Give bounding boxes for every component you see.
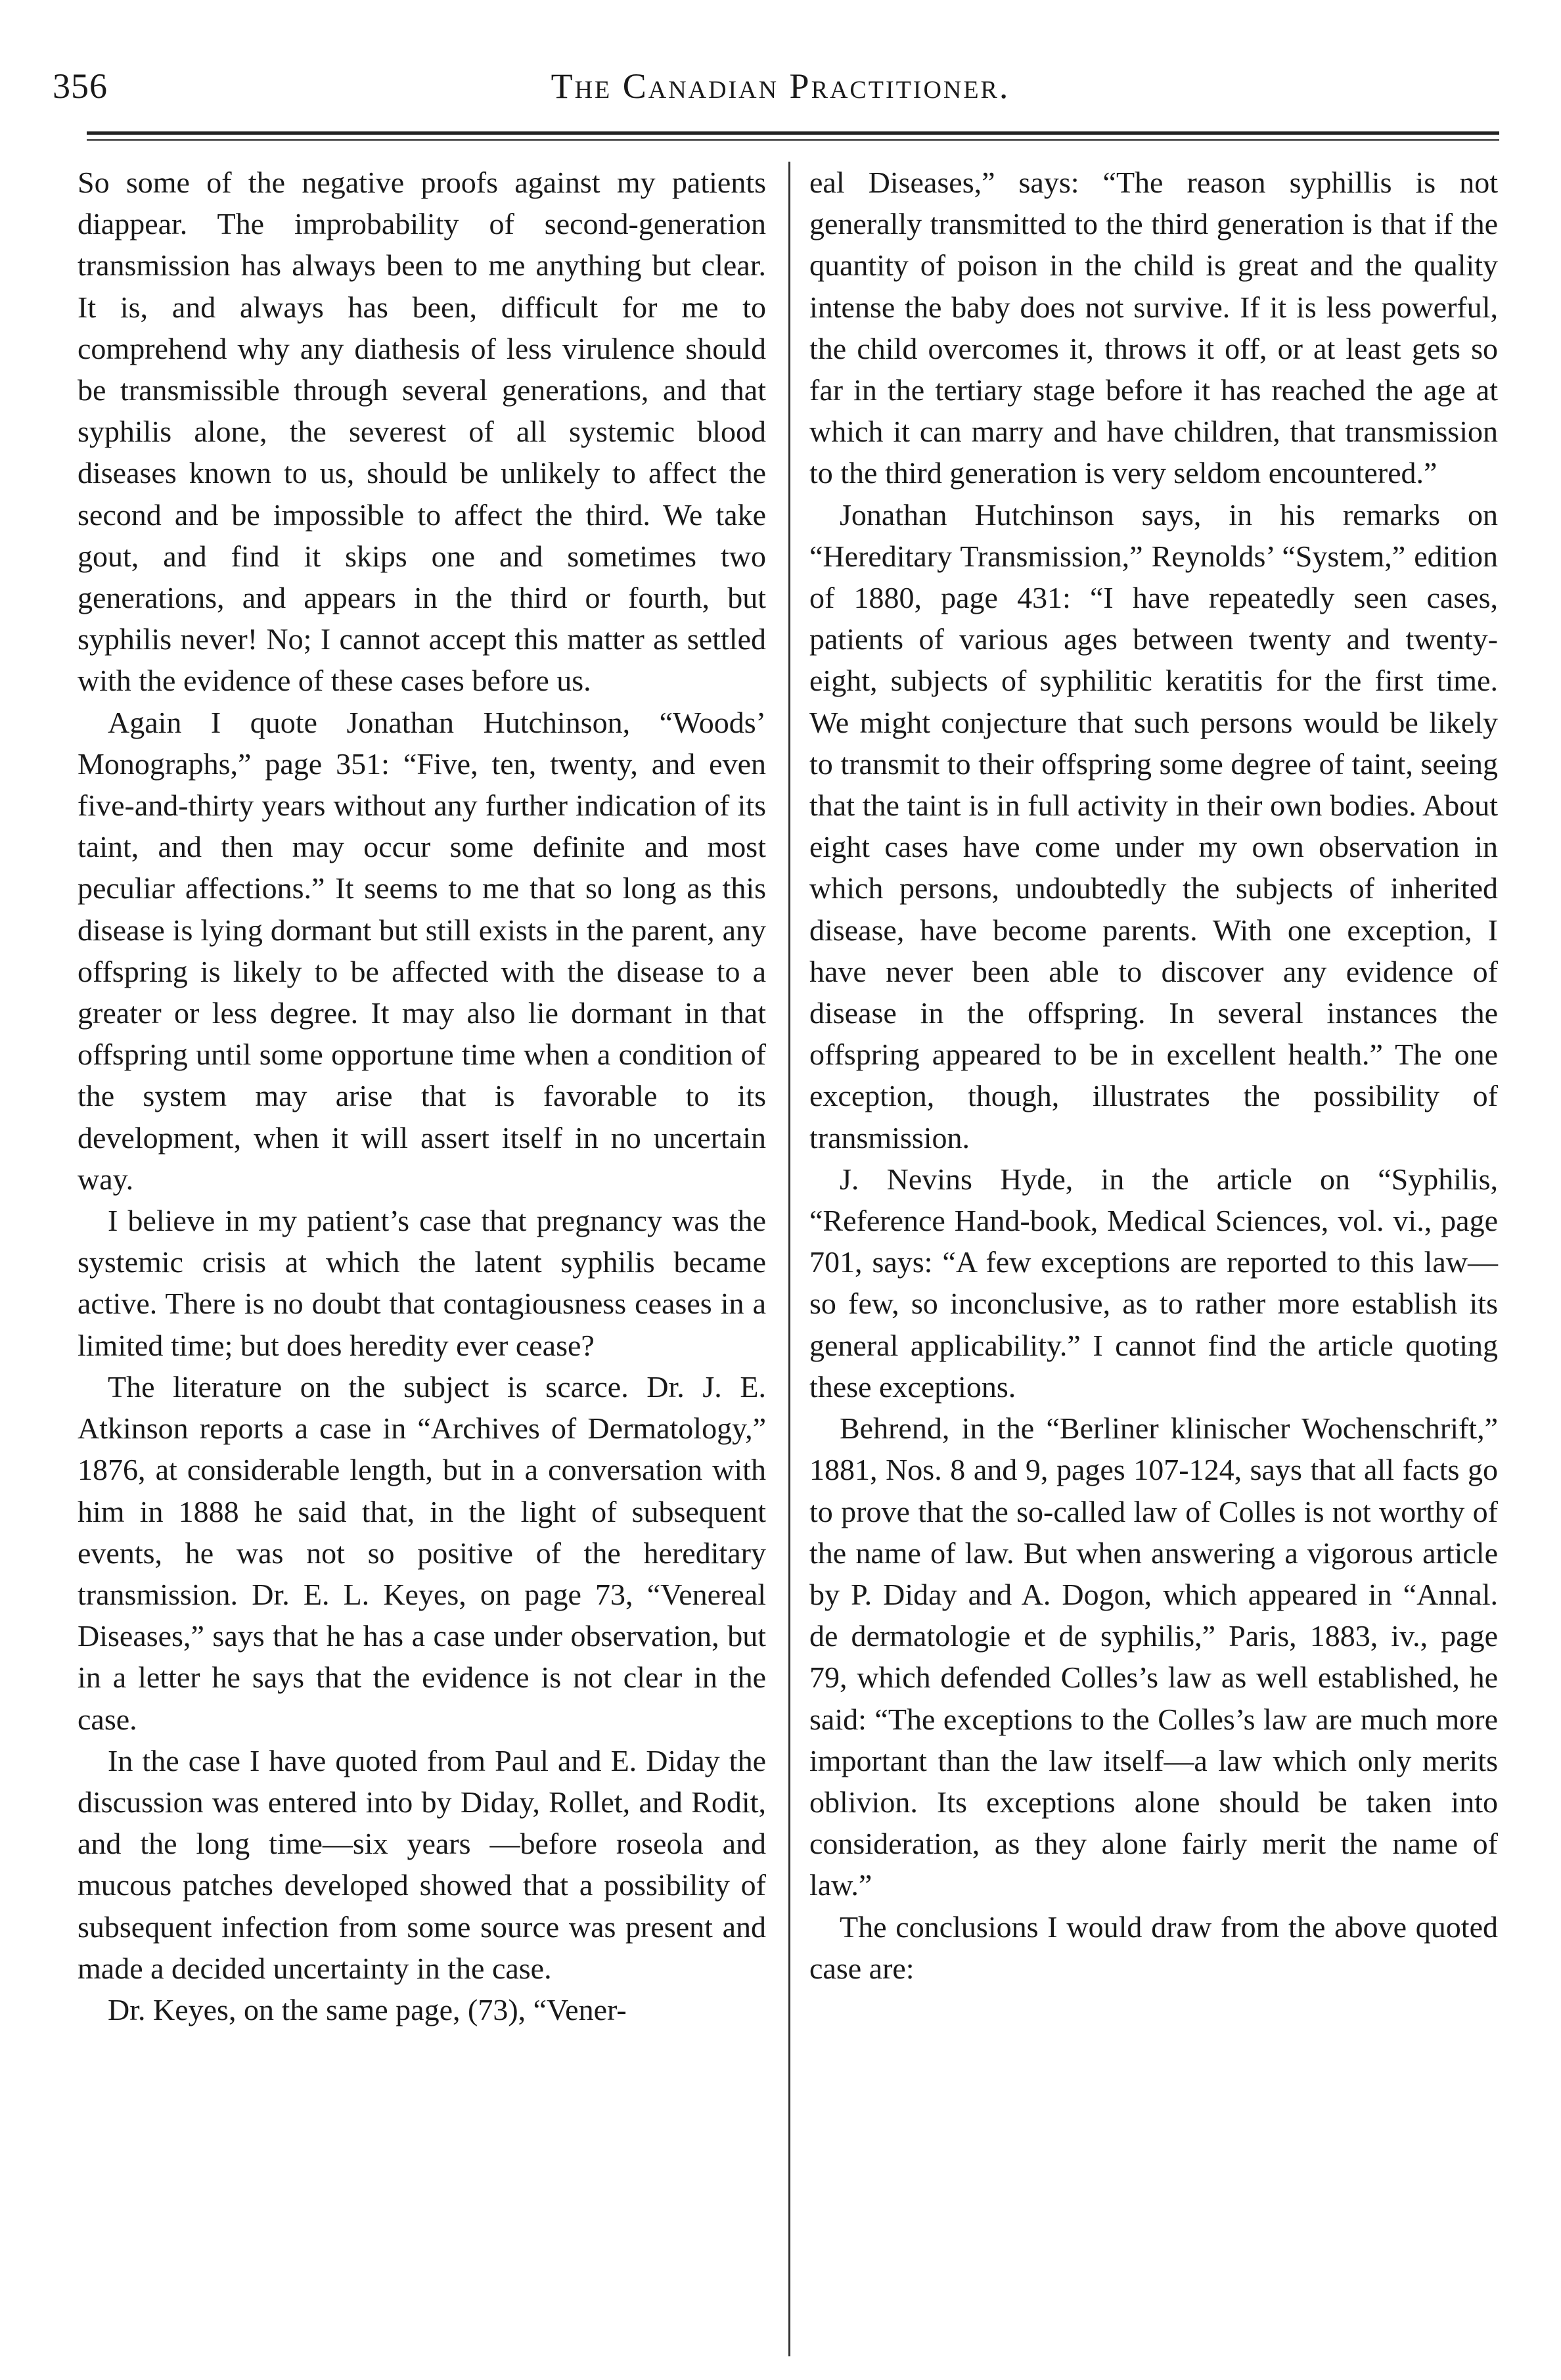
paragraph: The literature on the subject is scarce. Dr. J. E. Atkinson reports a case in “Archives of Dermatology,” 1876, at considerable length, but in a conversation with him in 1888 he said that, in the light of subsequent events, he was not so positive of the hereditary transmission. Dr. E. L. Keyes, on page 73, “Venereal Diseases,” says that he has a case under observation, but in a letter he says that the evidence is not clear in the case. — [78, 1369, 766, 1736]
paragraph: In the case I have quoted from Paul and E. Diday the discussion was entered into by Diday, Rollet, and Rodit, and the long time—six years —before roseola and mucous patches developed showed that a possibility of subsequent infection from some source was present and made a decided uncertainty in the case. — [78, 1743, 766, 1985]
paragraph: Behrend, in the “Berliner klinischer Wochenschrift,” 1881, Nos. 8 and 9, pages 107-124, says that all facts go to prove that the so-called law of Colles is not worthy of the name of law. But when answering a vigorous article by P. Diday and A. Dogon, which appeared in “Annal. de dermatologie et de syphilis,” Paris, 1883, iv., page 79, which defended Colles’s law as well established, he said: “The exceptions to the Colles’s law are much more important than the law itself—a law which only merits oblivion. Its exceptions alone should be taken into consideration, as they alone fairly merit the name of law.” — [809, 1411, 1498, 1902]
column-divider — [788, 162, 790, 2356]
page-header — [53, 66, 1508, 118]
paragraph: J. Nevins Hyde, in the article on “Syphilis, “Reference Hand-book, Medical Sciences, vol. vi., page 701, says: “A few exceptions are reported to this law—so few, so inconclusive, as to rather more establish its general applicability.” I cannot find the article quoting these exceptions. — [809, 1162, 1498, 1404]
paragraph: eal Diseases,” says: “The reason syphillis is not generally transmitted to the third generation is that if the quantity of poison in the child is great and the quality intense the baby does not survive. If it is less powerful, the child overcomes it, throws it off, or at least gets so far in the tertiary stage before it has reached the age at which it can marry and have children, that transmission to the third generation is very seldom encountered.” — [809, 166, 1498, 490]
paragraph: Dr. Keyes, on the same page, (73), “Vener- — [108, 1992, 627, 2026]
paragraph: The conclusions I would draw from the above quoted case are: — [809, 1910, 1498, 1985]
paragraph: Jonathan Hutchinson says, in his remarks on “Hereditary Transmission,” Reynolds’ “System,” edition of 1880, page 431: “I have repeatedly seen cases, patients of various ages between twenty and twenty-eight, subjects of syphilitic keratitis for the first time. We might conjecture that such persons would be likely to transmit to their offspring some degree of taint, seeing that the taint is in full activity in their own bodies. About eight cases have come under my own observation in which persons, undoubtedly the subjects of inherited disease, have become parents. With one exception, I have never been able to discover any evidence of disease in the offspring. In several instances the offspring appeared to be in excellent health.” The one exception, though, illustrates the possibility of transmission. — [809, 497, 1498, 1155]
paragraph: So some of the negative proofs against my patients diappear. The improbability of second-generation transmission has always been to me anything but clear. It is, and always has been, difficult for me to comprehend why any diathesis of less virulence should be transmissible through several generations, and that syphilis alone, the severest of all systemic blood diseases known to us, should be unlikely to affect the second and be impossible to affect the third. We take gout, and find it skips one and sometimes two generations, and appears in the third or fourth, but syphilis never! No; I cannot accept this matter as settled with the evidence of these cases before us. — [78, 166, 766, 698]
paragraph: Again I quote Jonathan Hutchinson, “Woods’ Monographs,” page 351: “Five, ten, twenty, and even five-and-thirty years without any further indication of its taint, and then may occur some definite and most peculiar affections.” It seems to me that so long as this disease is lying dormant but still exists in the parent, any offspring is likely to be affected with the disease to a greater or less degree. It may also lie dormant in that offspring until some opportune time when a condition of the system may arise that is favorable to its development, when it will assert itself in no uncertain way. — [78, 705, 766, 1196]
page-number: 356 — [53, 66, 108, 106]
left-column — [78, 162, 766, 2030]
header-rule-thin — [87, 139, 1499, 141]
paragraph: I believe in my patient’s case that pregnancy was the systemic crisis at which the latent syphilis became active. There is no doubt that contagiousness ceases in a limited time; but does heredity ever cease? — [78, 1204, 766, 1362]
right-column — [809, 162, 1498, 1989]
running-head: The Canadian Practitioner. — [551, 66, 1010, 106]
header-rule-thick — [87, 131, 1499, 135]
